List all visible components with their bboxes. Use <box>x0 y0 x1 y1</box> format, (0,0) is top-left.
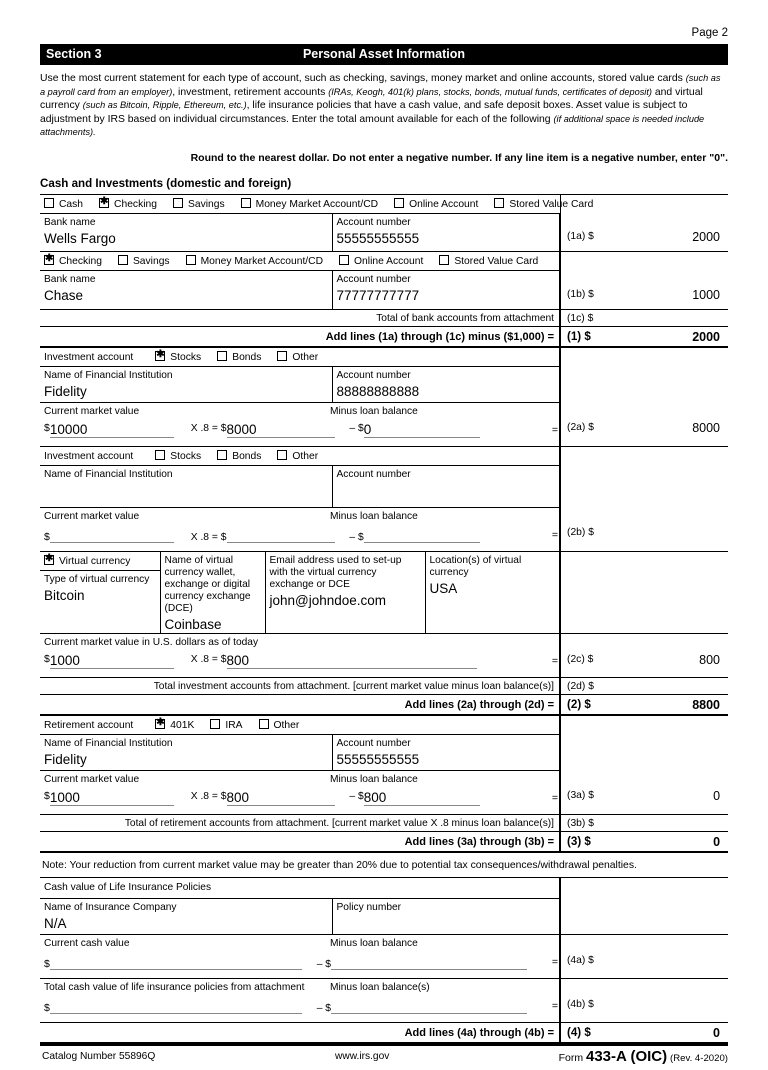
checkbox-stored-value-card-2[interactable] <box>439 255 449 265</box>
retirement-attachment-row <box>40 814 728 831</box>
cash-checkbox-row <box>40 194 728 213</box>
investment-type-label-1: Investment account <box>44 351 134 363</box>
bank-name-value-1[interactable]: Wells Fargo <box>44 230 116 246</box>
line-amount-2[interactable]: 8800 <box>692 697 721 712</box>
virtual-currency-value-row: Current market value in U.S. dollars as of today $1000 X .8 = $800 = (2c) $ 800 <box>40 633 728 677</box>
catalog-number: Catalog Number 55896Q <box>42 1050 156 1062</box>
checkbox-checking-2[interactable] <box>44 255 54 265</box>
investment-checkbox-row-2 <box>40 446 728 465</box>
intro-text-a: Use the most current statement for each type of account, such as checking, savings, money market and online accounts, stored value cards <box>40 73 686 84</box>
checkbox-ira[interactable] <box>210 719 220 729</box>
investment-value-row-2: Current market value Minus loan balance $ X .8 = $ – $ = (2b) $ <box>40 507 728 551</box>
checkbox-label-cash: Cash <box>59 198 84 210</box>
checkbox-label-savings: Savings <box>187 198 225 210</box>
life-insurance-heading-row <box>40 877 728 898</box>
checkbox-savings-2[interactable] <box>118 255 128 265</box>
virtual-type-value[interactable]: Bitcoin <box>44 587 85 603</box>
checkbox-savings[interactable] <box>173 198 183 208</box>
line-tag-3b: (3b) $ <box>567 817 594 829</box>
checkbox-label-checking: Checking <box>114 198 157 210</box>
virtual-location-value[interactable]: USA <box>429 580 458 596</box>
investment-x8-label-1: X .8 = $ <box>190 422 227 434</box>
investment-value-row-1: Current market value Minus loan balance $10000 X .8 = $8000 – $0 = (2a) $ 8000 <box>40 402 728 446</box>
line-tag-1: (1) $ <box>567 329 591 343</box>
line-amount-3[interactable]: 0 <box>713 834 721 849</box>
page-footer <box>40 1044 728 1070</box>
line-tag-3: (3) $ <box>567 834 591 848</box>
line-tag-1a: (1a) $ <box>567 231 594 243</box>
retirement-table <box>40 716 728 853</box>
virtual-email-label: Email address used to set-up with the virtual currency exchange or DCE <box>269 554 402 590</box>
retirement-value-row: Current market value Minus loan balance $1000 X .8 = $800 – $800 = (3a) $ 0 <box>40 770 728 814</box>
life-insurance-table <box>40 877 728 1044</box>
investment-inst-label-2: Name of Financial Institution <box>44 468 173 480</box>
investment-inst-value-2[interactable] <box>44 481 328 483</box>
retirement-minus-label: Minus loan balance <box>330 773 418 785</box>
bank-acct-value-2[interactable]: 77777777777 <box>336 288 420 304</box>
intro-text-c: and virtual currency <box>40 86 703 112</box>
investment-table <box>40 348 728 716</box>
checkbox-cash[interactable] <box>44 198 54 208</box>
checkbox-label-stored-value-card: Stored Value Card <box>509 198 594 210</box>
bank-name-label-1: Bank name <box>44 216 96 228</box>
line-tag-3a: (3a) $ <box>567 790 594 802</box>
bank-acct-label-1: Account number <box>336 216 411 228</box>
checkbox-label-retirement-other: Other <box>273 719 300 731</box>
intro-italic-3: (such as Bitcoin, Ripple, Ethereum, etc.) <box>82 100 247 111</box>
retirement-checkbox-row <box>40 716 728 735</box>
retirement-institution-row <box>40 734 728 770</box>
intro-italic-2: (IRAs, Keogh, 401(k) plans, stocks, bonds, mutual funds, certificates of deposit) <box>328 86 652 97</box>
line-tag-4a: (4a) $ <box>567 954 594 966</box>
checkbox-bonds-2[interactable] <box>217 450 227 460</box>
investment-acct-value-2[interactable] <box>337 481 556 483</box>
section-label: Section 3 <box>46 47 102 61</box>
cash-checkbox-row-2 <box>40 252 728 271</box>
investment-cmv-label-2: Current market value <box>44 510 140 522</box>
line-amount-1[interactable]: 2000 <box>692 329 720 344</box>
life-insurance-heading: Cash value of Life Insurance Policies <box>44 881 212 893</box>
insurance-attachment-minus-label: Minus loan balance(s) <box>330 981 430 993</box>
irs-website[interactable]: www.irs.gov <box>335 1050 390 1062</box>
line-tag-2a: (2a) $ <box>567 422 594 434</box>
line-tag-1b: (1b) $ <box>567 288 594 300</box>
form-number: 433-A (OIC) <box>586 1047 668 1065</box>
bank-attachment-label: Total of bank accounts from attachment <box>376 312 554 324</box>
bank-row-2 <box>40 271 728 310</box>
insurance-attachment-label: Total cash value of life insurance policies from attachment <box>44 981 305 993</box>
checkbox-label-stocks-2: Stocks <box>170 450 202 462</box>
retirement-type-label: Retirement account <box>44 719 134 731</box>
bank-row-1 <box>40 213 728 252</box>
investment-acct-label-2: Account number <box>336 468 411 480</box>
bank-acct-value-1[interactable]: 55555555555 <box>336 230 420 246</box>
virtual-x8-label: X .8 = $ <box>190 653 227 665</box>
checkbox-label-bonds-1: Bonds <box>232 351 262 363</box>
investment-attachment-label: Total investment accounts from attachment. [current market value minus loan balance(s)] <box>153 680 555 692</box>
virtual-type-label: Type of virtual currency <box>44 573 150 585</box>
line-amount-4[interactable]: 0 <box>713 1025 720 1040</box>
virtual-email-value[interactable]: john@johndoe.com <box>269 592 387 608</box>
checkbox-money-market-2[interactable] <box>186 255 196 265</box>
investment-type-label-2: Investment account <box>44 450 134 462</box>
page-number: Page 2 <box>691 27 728 39</box>
checkbox-label-online-account-2: Online Account <box>354 256 424 268</box>
line-amount-2c[interactable]: 800 <box>699 652 721 667</box>
line-amount-1b[interactable]: 1000 <box>692 287 720 302</box>
virtual-location-label: Location(s) of virtual currency <box>429 554 522 578</box>
checkbox-label-money-market: Money Market Account/CD <box>255 198 379 210</box>
checkbox-label-savings-2: Savings <box>132 256 170 268</box>
line-tag-2c: (2c) $ <box>567 653 594 665</box>
virtual-wallet-value[interactable]: Coinbase <box>164 616 222 632</box>
retirement-minus-value[interactable]: 800 <box>363 789 387 805</box>
retirement-inst-label: Name of Financial Institution <box>44 737 173 749</box>
checkbox-stocks-2[interactable] <box>155 450 165 460</box>
investment-cmv-label-1: Current market value <box>44 405 140 417</box>
checkbox-checking[interactable] <box>99 198 109 208</box>
bank-name-value-2[interactable]: Chase <box>44 288 84 304</box>
bank-acct-label-2: Account number <box>336 274 411 286</box>
virtual-currency-row <box>40 551 728 633</box>
investment-institution-row-2 <box>40 465 728 507</box>
line-tag-4b: (4b) $ <box>567 998 594 1010</box>
life-insurance-company-row <box>40 898 728 934</box>
checkbox-label-money-market-2: Money Market Account/CD <box>200 256 324 268</box>
line-amount-1a[interactable]: 2000 <box>692 230 720 245</box>
checkbox-label-ira: IRA <box>225 719 243 731</box>
retirement-acct-label: Account number <box>336 737 411 749</box>
checkbox-bonds-1[interactable] <box>217 351 227 361</box>
line-amount-3a[interactable]: 0 <box>713 789 721 804</box>
form-identifier <box>559 1048 728 1065</box>
investment-total-row <box>40 694 728 715</box>
checkbox-stocks-1[interactable] <box>155 351 165 361</box>
intro-text-d: , life insurance policies that have a cash value, and safe deposit boxes. Asset value is subject to adjustment by IRS based on individual circumstances. Enter the total amount available for each of the following <box>40 100 688 125</box>
life-insurance-total-row <box>40 1022 728 1043</box>
retirement-cmv-label: Current market value <box>44 773 140 785</box>
bank-attachment-row <box>40 309 728 326</box>
intro-italic-4: (if additional space is needed include attachments). <box>40 113 705 138</box>
checkbox-label-other-2: Other <box>292 450 319 462</box>
investment-minus-value-1[interactable]: 0 <box>363 421 372 437</box>
checkbox-label-online-account: Online Account <box>409 198 479 210</box>
policy-number-value[interactable] <box>337 914 556 916</box>
checkbox-virtual-currency[interactable] <box>44 555 54 565</box>
intro-text-b: , investment, retirement accounts <box>172 86 329 98</box>
investment-inst-label-1: Name of Financial Institution <box>44 369 173 381</box>
investment-checkbox-row-1 <box>40 348 728 367</box>
checkbox-label-stocks-1: Stocks <box>170 351 202 363</box>
retirement-note: Note: Your reduction from current market value may be greater than 20% due to potential tax consequences/withdrawal penalties. <box>42 859 637 871</box>
cash-investments-heading: Cash and Investments (domestic and foreign) <box>40 176 292 190</box>
form-revision: (Rev. 4-2020) <box>670 1052 728 1064</box>
retirement-attachment-label: Total of retirement accounts from attachment. [current market value X .8 minus loan balance(s)] <box>124 817 555 829</box>
investment-x8-label-2: X .8 = $ <box>190 531 227 543</box>
checkbox-online-account[interactable] <box>394 198 404 208</box>
form-prefix: Form <box>558 1051 584 1064</box>
checkbox-other-2[interactable] <box>277 450 287 460</box>
checkbox-label-bonds-2: Bonds <box>232 450 262 462</box>
insurance-company-label: Name of Insurance Company <box>44 901 177 913</box>
checkbox-money-market[interactable] <box>241 198 251 208</box>
intro-italic-1: (such as a payroll card from an employer) <box>40 73 721 97</box>
investment-inst-value-1[interactable]: Fidelity <box>44 383 87 399</box>
investment-cmv-value-1[interactable]: 10000 <box>49 421 88 437</box>
line-amount-2a[interactable]: 8000 <box>692 421 721 436</box>
virtual-x8-value[interactable]: 800 <box>226 652 250 668</box>
retirement-x8-label: X .8 = $ <box>190 790 227 802</box>
virtual-cmv-label: Current market value in U.S. dollars as of today <box>44 636 259 648</box>
life-insurance-attachment-row: Total cash value of life insurance policies from attachment Minus loan balance(s) $ – $ = (4b) $ <box>40 978 728 1022</box>
investment-acct-value-1[interactable]: 88888888888 <box>336 383 420 399</box>
retirement-total-label: Add lines (3a) through (3b) = <box>404 835 555 848</box>
checkbox-other-1[interactable] <box>277 351 287 361</box>
investment-acct-label-1: Account number <box>336 369 411 381</box>
life-insurance-value-row: Current cash value Minus loan balance $ – $ = (4a) $ <box>40 934 728 978</box>
line-tag-2b: (2b) $ <box>567 527 594 539</box>
virtual-cmv-value[interactable]: 1000 <box>49 652 80 668</box>
line-tag-1c: (1c) $ <box>567 312 594 324</box>
insurance-minus-label: Minus loan balance <box>330 937 418 949</box>
checkbox-retirement-other[interactable] <box>259 719 269 729</box>
checkbox-stored-value-card[interactable] <box>494 198 504 208</box>
retirement-cmv-value[interactable]: 1000 <box>49 789 80 805</box>
section-title: Personal Asset Information <box>302 47 466 61</box>
bank-name-label-2: Bank name <box>44 274 96 286</box>
line-tag-2d: (2d) $ <box>567 680 594 692</box>
bank-total-label: Add lines (1a) through (1c) minus ($1,000) = <box>325 330 554 343</box>
intro-paragraph <box>40 65 728 140</box>
checkbox-label-virtual-currency: Virtual currency <box>59 555 131 567</box>
checkbox-401k[interactable] <box>155 719 165 729</box>
bank-total-row <box>40 326 728 347</box>
retirement-acct-value[interactable]: 55555555555 <box>336 751 420 767</box>
life-insurance-total-label: Add lines (4a) through (4b) = <box>404 1026 554 1039</box>
line-tag-2: (2) $ <box>567 697 591 711</box>
insurance-company-value[interactable]: N/A <box>44 915 67 931</box>
checkbox-label-401k: 401K <box>170 719 195 731</box>
retirement-x8-value[interactable]: 800 <box>226 789 250 805</box>
insurance-cash-label: Current cash value <box>44 937 130 949</box>
policy-number-label: Policy number <box>336 901 402 913</box>
line-tag-4: (4) $ <box>567 1025 591 1039</box>
checkbox-label-stored-value-card-2: Stored Value Card <box>454 256 539 268</box>
investment-minus-label-1: Minus loan balance <box>330 405 418 417</box>
virtual-wallet-label: Name of virtual currency wallet, exchange or digital currency exchange (DCE) <box>164 554 251 614</box>
rounding-note: Round to the nearest dollar. Do not enter a negative number. If any line item is a negative number, enter "0". <box>190 151 728 164</box>
investment-x8-value-1[interactable]: 8000 <box>226 421 257 437</box>
investment-institution-row-1 <box>40 366 728 402</box>
section-header-band <box>40 44 728 65</box>
investment-attachment-row <box>40 677 728 694</box>
checkbox-label-other-1: Other <box>292 351 319 363</box>
retirement-inst-value[interactable]: Fidelity <box>44 751 87 767</box>
checkbox-label-checking-2: Checking <box>59 256 102 268</box>
investment-minus-label-2: Minus loan balance <box>330 510 418 522</box>
cash-investments-table <box>40 194 728 348</box>
retirement-total-row <box>40 831 728 852</box>
checkbox-online-account-2[interactable] <box>339 255 349 265</box>
investment-total-label: Add lines (2a) through (2d) = <box>404 698 555 711</box>
